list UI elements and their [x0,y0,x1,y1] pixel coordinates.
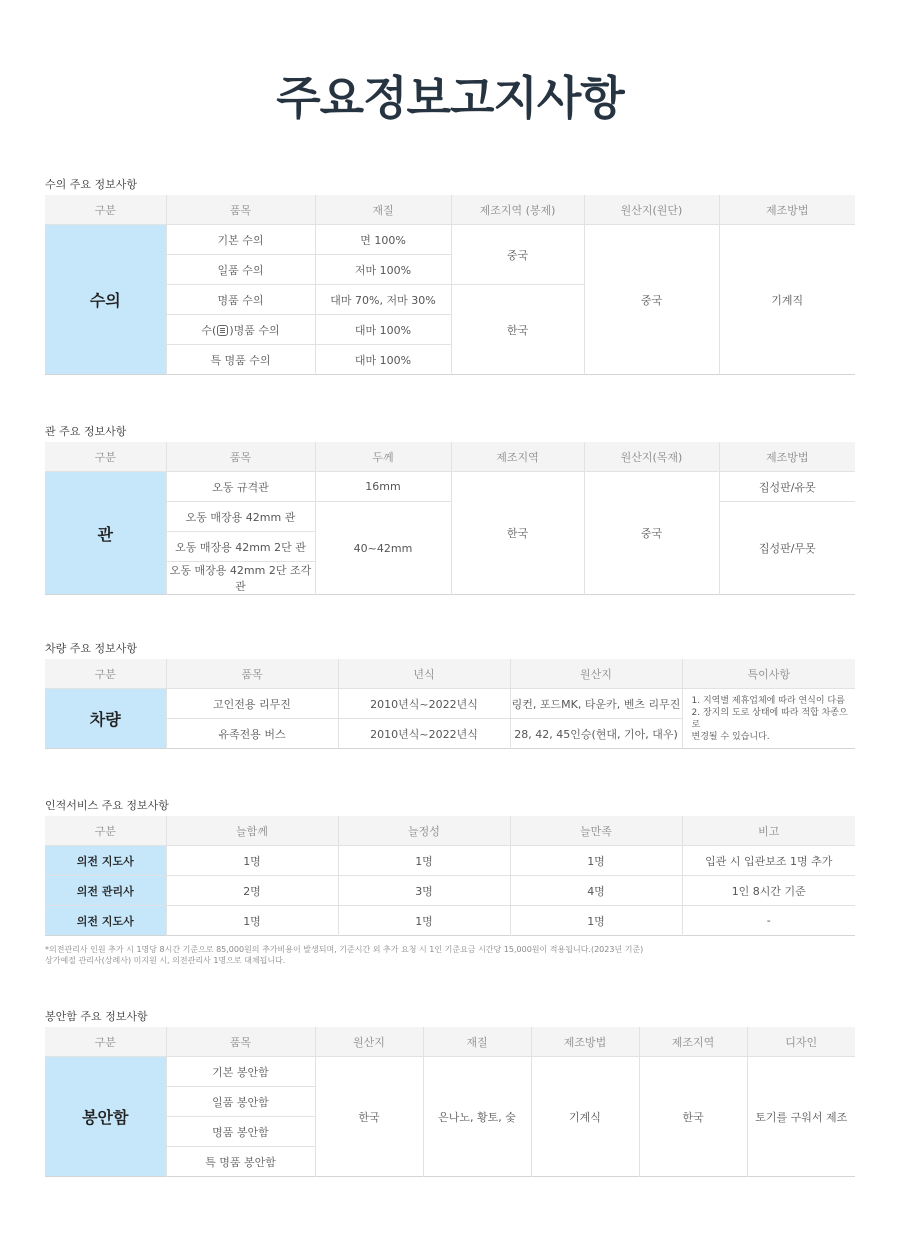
material-cell: 면 100% [315,225,451,255]
column-header: 원산지(목재) [584,442,719,472]
gwan-header-row [45,442,855,472]
column-header: 두께 [315,442,451,472]
origin-cell: 중국 [584,225,719,375]
column-header: 디자인 [747,1027,855,1057]
column-header: 품목 [166,442,315,472]
material-cell: 대마 70%, 저마 30% [315,285,451,315]
suui-header-row [45,195,855,225]
item-cell: 특 명품 수의 [166,345,315,375]
column-header: 품목 [166,1027,315,1057]
column-header: 구분 [45,442,166,472]
column-header: 품목 [166,659,338,689]
column-header: 원산지 [315,1027,423,1057]
item-cell: 고인전용 리무진 [166,689,338,719]
column-header: 재질 [315,195,451,225]
remark-line: 2. 장지의 도로 상태에 따라 적합 차종으로 [691,707,848,730]
region-cell: 한국 [451,285,584,375]
service-footnote [45,944,855,966]
category-cell: 관 [45,472,166,595]
category-cell: 의전 지도사 [45,906,166,936]
count-cell: 1명 [338,906,510,936]
footnote-line: *의전관리사 인원 추가 시 1명당 8시간 기준으로 85,000원의 추가비용이 발생되며, 기준시간 외 추가 요청 시 1인 기준요금 시간당 15,000원이 적용됩니다.(2023년 기준) [45,945,644,954]
vehicle-table [45,659,855,749]
table-row [45,1057,855,1087]
table-row [45,906,855,936]
remark-line: 변경될 수 있습니다. [691,731,770,742]
count-cell: 1명 [510,846,682,876]
remark-cell: - [682,906,855,936]
footnote-line: 상가예절 관리사(상례사) 미지원 시, 의전관리사 1명으로 대체됩니다. [45,956,286,965]
suui-section-title: 수의 주요 정보사항 [45,178,138,191]
bongan-section [45,1007,855,1177]
column-header: 제조지역 [639,1027,747,1057]
service-section-title: 인적서비스 주요 정보사항 [45,799,169,812]
material-cell: 은나노, 황토, 숯 [423,1057,531,1177]
count-cell: 1명 [166,906,338,936]
column-header: 원산지 [510,659,682,689]
gwan-table [45,442,855,595]
region-cell: 한국 [639,1057,747,1177]
table-row [45,225,855,255]
suui-table [45,195,855,375]
count-cell: 1명 [166,846,338,876]
column-header: 늘함께 [166,816,338,846]
table-row [45,846,855,876]
method-cell: 집성판/무못 [719,502,855,595]
count-cell: 1명 [338,846,510,876]
column-header: 품목 [166,195,315,225]
table-row [45,502,855,532]
column-header: 제조지역 [451,442,584,472]
service-table [45,816,855,936]
count-cell: 4명 [510,876,682,906]
category-cell: 차량 [45,689,166,749]
item-cell: 일품 수의 [166,255,315,285]
column-header: 구분 [45,659,166,689]
category-cell: 수의 [45,225,166,375]
category-cell: 봉안함 [45,1057,166,1177]
method-cell: 기계식 [531,1057,639,1177]
column-header: 늘정성 [338,816,510,846]
item-cell: 명품 수의 [166,285,315,315]
column-header: 구분 [45,1027,166,1057]
year-cell: 2010년식~2022년식 [338,689,510,719]
thickness-cell: 40~42mm [315,502,451,595]
remark-cell: 입관 시 입관보조 1명 추가 [682,846,855,876]
category-cell: 의전 지도사 [45,846,166,876]
year-cell: 2010년식~2022년식 [338,719,510,749]
column-header: 제조방법 [719,442,855,472]
item-cell: 오동 매장용 42mm 2단 조각관 [166,562,315,595]
material-cell: 대마 100% [315,345,451,375]
design-cell: 토기를 구워서 제조 [747,1057,855,1177]
column-header: 년식 [338,659,510,689]
item-cell [166,315,315,345]
vehicle-section [45,639,855,749]
item-cell: 오동 규격관 [166,472,315,502]
count-cell: 3명 [338,876,510,906]
column-header: 구분 [45,195,166,225]
column-header: 제조방법 [719,195,855,225]
method-cell: 기계직 [719,225,855,375]
table-row [45,472,855,502]
item-cell: 기본 수의 [166,225,315,255]
gwan-section-title: 관 주요 정보사항 [45,425,127,438]
remark-cell: 1인 8시간 기준 [682,876,855,906]
origin-cell: 링컨, 포드MK, 타운카, 벤츠 리무진 [510,689,682,719]
item-cell: 오동 매장용 42mm 2단 관 [166,532,315,562]
table-row [45,876,855,906]
column-header: 특이사항 [682,659,855,689]
item-cell: 기본 봉안함 [166,1057,315,1087]
material-cell: 대마 100% [315,315,451,345]
origin-cell: 28, 42, 45인승(현대, 기아, 대우) [510,719,682,749]
item-cell: 특 명품 봉안함 [166,1147,315,1177]
item-cell: 오동 매장용 42mm 관 [166,502,315,532]
thickness-cell: 16mm [315,472,451,502]
bongan-header-row [45,1027,855,1057]
gwan-section [45,422,855,595]
remark-cell [682,689,855,749]
column-header: 재질 [423,1027,531,1057]
item-suffix: )명품 수의 [229,323,280,337]
remark-line: 1. 지역별 제휴업체에 따라 연식이 다름 [691,695,845,706]
region-cell: 한국 [451,472,584,595]
item-cell: 명품 봉안함 [166,1117,315,1147]
column-header: 구분 [45,816,166,846]
column-header: 제조방법 [531,1027,639,1057]
service-section [45,796,855,966]
count-cell: 2명 [166,876,338,906]
column-header: 늘만족 [510,816,682,846]
table-row [45,689,855,719]
count-cell: 1명 [510,906,682,936]
region-cell: 중국 [451,225,584,285]
column-header: 비고 [682,816,855,846]
bongan-table [45,1027,855,1177]
pattern-glyph-icon [217,325,228,336]
item-cell: 유족전용 버스 [166,719,338,749]
origin-cell: 중국 [584,472,719,595]
origin-cell: 한국 [315,1057,423,1177]
service-header-row [45,816,855,846]
page-title: 주요정보고지사항 [276,71,624,125]
vehicle-header-row [45,659,855,689]
item-prefix: 수( [201,323,217,337]
category-cell: 의전 관리사 [45,876,166,906]
vehicle-section-title: 차량 주요 정보사항 [45,642,138,655]
bongan-section-title: 봉안함 주요 정보사항 [45,1010,148,1023]
column-header: 제조지역 (봉제) [451,195,584,225]
column-header: 원산지(원단) [584,195,719,225]
item-cell: 일품 봉안함 [166,1087,315,1117]
method-cell: 집성판/유못 [719,472,855,502]
material-cell: 저마 100% [315,255,451,285]
suui-section [45,175,855,375]
